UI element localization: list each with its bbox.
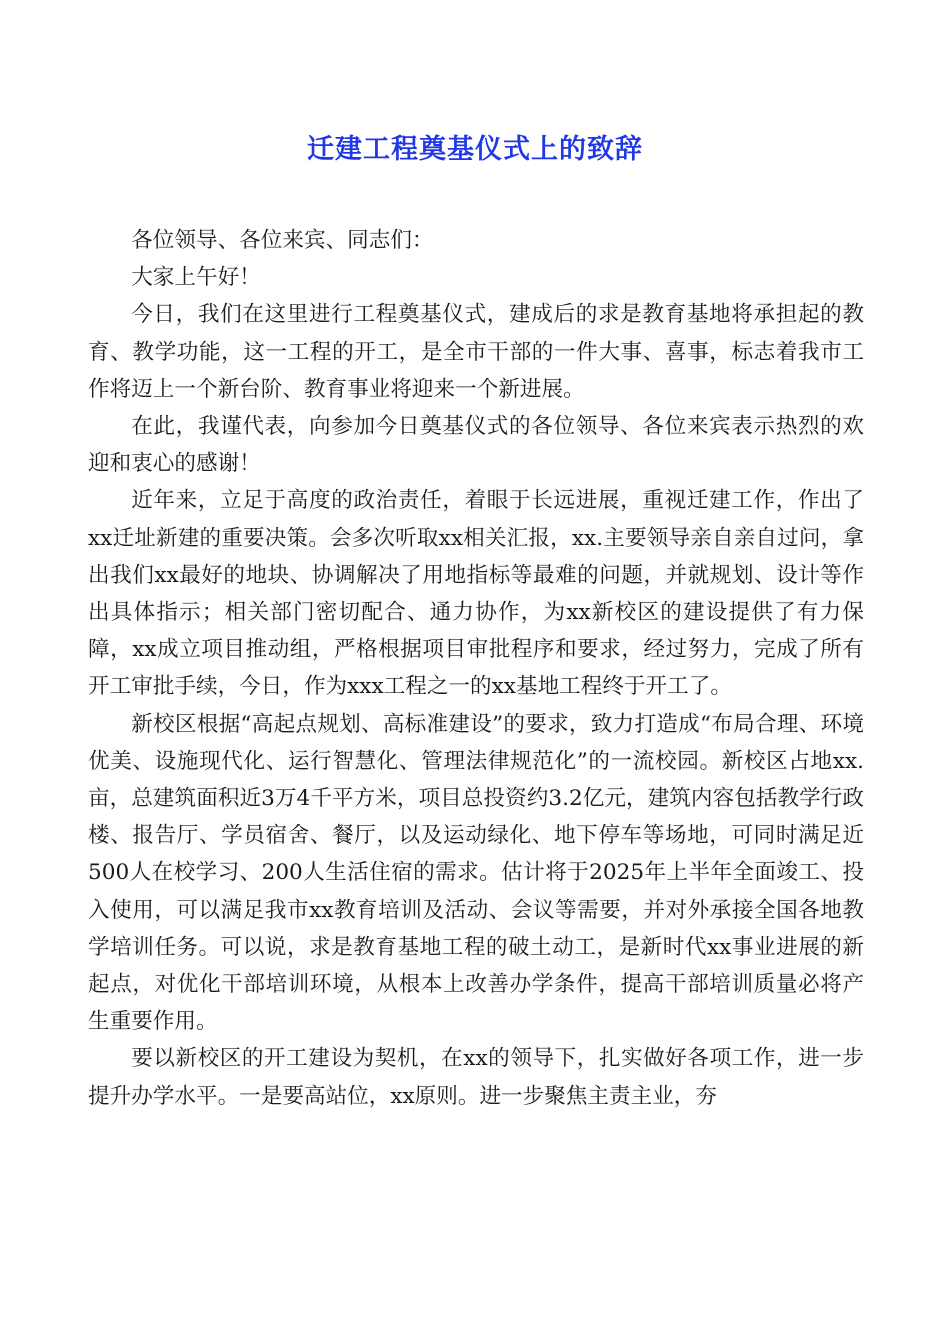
paragraph: 在此，我谨代表，向参加今日奠基仪式的各位领导、各位来宾表示热烈的欢迎和衷心的感谢！ <box>88 414 864 477</box>
greeting: 大家上午好！ <box>131 265 261 291</box>
paragraph: 新校区根据“高起点规划、高标准建设”的要求，致力打造成“布局合理、环境优美、设施现代化、运行智慧化、管理法律规范化”的一流校园。新校区占地xx.亩，总建筑面积近3万4千平方米，项目总投资约3.2亿元，建筑内容包括教学行政楼、报告厅、学员宿舍、餐厅，以及运动绿化、地下停车等场地，可同时满足近500人在校学习、200人生活住宿的需求。估计将于2025年上半年全面竣工、投入使用，可以满足我市xx教育培训及活动、会议等需要，并对外承接全国各地教学培训任务。可以说，求是教育基地工程的破土动工，是新时代xx事业进展的新起点，对优化干部培训环境，从根本上改善办学条件，提高干部培训质量必将产生重要作用。 <box>88 711 864 1035</box>
document-title: 迁建工程奠基仪式上的致辞 <box>307 134 643 165</box>
document-body <box>88 222 864 1115</box>
salutation: 各位领导、各位来宾、同志们： <box>131 228 434 253</box>
paragraph: 要以新校区的开工建设为契机，在xx的领导下，扎实做好各项工作，进一步提升办学水平。一是要高站位，xx原则。进一步聚焦主责主业，夯 <box>88 1046 864 1109</box>
paragraph: 今日，我们在这里进行工程奠基仪式，建成后的求是教育基地将承担起的教育、教学功能，这一工程的开工，是全市干部的一件大事、喜事，标志着我市工作将迈上一个新台阶、教育事业将迎来一个新进展。 <box>88 302 864 402</box>
paragraph: 近年来，立足于高度的政治责任，着眼于长远进展，重视迁建工作，作出了xx迁址新建的重要决策。会多次听取xx相关汇报，xx.主要领导亲自亲自过问，拿出我们xx最好的地块、协调解决了用地指标等最难的问题，并就规划、设计等作出具体指示；相关部门密切配合、通力协作，为xx新校区的建设提供了有力保障，xx成立项目推动组，严格根据项目审批程序和要求，经过努力，完成了所有开工审批手续，今日，作为xxx工程之一的xx基地工程终于开工了。 <box>88 488 864 700</box>
